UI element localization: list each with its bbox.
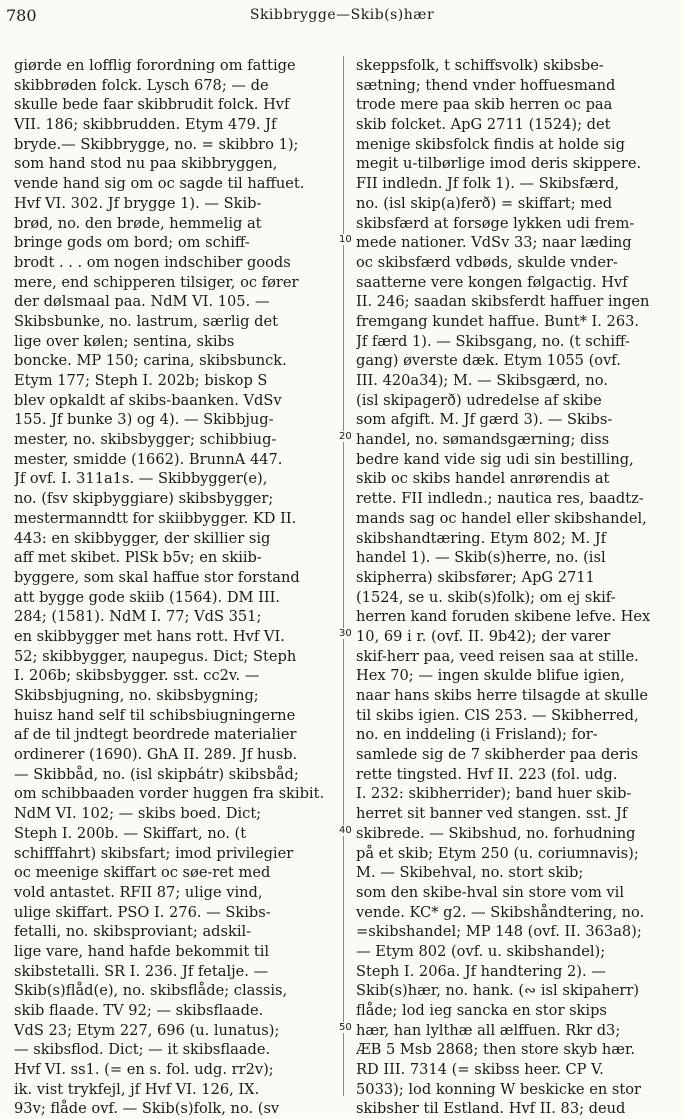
running-head: Skibbrygge—Skib(s)hær [249, 7, 435, 23]
line-number: 50 [339, 1022, 352, 1033]
text-line: NdM VI. 102; — skibs boed. Dict; [14, 805, 262, 823]
text-line: bryde.— Skibbrygge, no. = skibbro 1); [14, 135, 299, 153]
right-column [356, 56, 668, 1119]
text-line: handel 1). — Skib(s)herre, no. (isl [356, 549, 606, 567]
text-line: mere, end schipperen tilsiger, oc fører [14, 273, 299, 291]
text-line: no. en inddeling (i Frisland); for- [356, 726, 598, 744]
text-line: af de til jndtegt beordrede materialier [14, 726, 297, 744]
text-line: mester, smidde (1662). BrunnA 447. [14, 450, 283, 468]
text-line: I. 206b; skibsbygger. sst. cc2v. — [14, 667, 260, 685]
text-line: vende. KC* g2. — Skibshåndtering, no. [356, 903, 645, 921]
text-line: gang) øverste dæk. Etym 1055 (ovf. [356, 352, 621, 370]
text-line: som hand stod nu paa skibbryggen, [14, 155, 278, 173]
text-line: skibsher til Estland. Hvf II. 83; deud [356, 1100, 626, 1118]
text-line: skibbrøden folck. Lysch 678; — de [14, 76, 269, 94]
text-line: ÆB 5 Msb 2868; then store skyb hær. [356, 1041, 636, 1059]
text-line: skibshandtæring. Etym 802; M. Jf [356, 529, 607, 547]
text-line: no. (fsv skipbyggiare) skibsbygger; [14, 490, 274, 508]
text-line: ik. vist trykfejl, jf Hvf VI. 126, IX. [14, 1080, 260, 1098]
text-line: på et skib; Etym 250 (u. coriumnavis); [356, 844, 639, 862]
text-line: skibstetalli. SR I. 236. Jf fetalje. — [14, 962, 269, 980]
line-number: 30 [339, 628, 352, 639]
text-line: schifffahrt) skibsfart; imod privilegier [14, 844, 294, 862]
text-line: I. 232: skibherrider); band huer skib- [356, 785, 632, 803]
text-line: aff met skibet. PlSk b5v; en skiib- [14, 549, 262, 567]
line-number: 40 [339, 825, 352, 836]
text-line: naar hans skibs herre tilsagde at skulle [356, 687, 649, 704]
text-line: samlede sig de 7 skibherder paa deris [356, 746, 639, 764]
text-line: vende hand sig om oc sagde til haffuet. [14, 175, 305, 193]
text-line: brodt . . . om nogen indschiber goods [14, 253, 291, 271]
text-line: 93v; flåde ovf. — Skib(s)folk, no. (sv [14, 1100, 280, 1118]
text-line: der dølsmaal paa. NdM VI. 105. — [14, 293, 270, 311]
text-line: bringe gods om bord; om schiff- [14, 234, 250, 252]
text-line: skulle bede faar skibbrudit folck. Hvf [14, 96, 290, 114]
text-line: VII. 186; skibbrudden. Etym 479. Jf [14, 116, 277, 134]
text-line: FII indledn. Jf folk 1). — Skibsfærd, [356, 175, 620, 193]
text-line: 155. Jf bunke 3) og 4). — Skibbjug- [14, 411, 274, 429]
text-line: fremgang kundet haffue. Bunt* I. 263. [356, 312, 640, 330]
left-column [14, 56, 333, 1119]
text-line: lige vare, hand hafde bekommit til [14, 942, 270, 960]
text-line: 5033); lod konning W beskicke en stor [356, 1080, 641, 1098]
text-line: skib folcket. ApG 2711 (1524); det [356, 116, 611, 134]
text-line: fetalli, no. skibsproviant; adskil- [14, 923, 252, 941]
text-line: III. 420a34); M. — Skibsgærd, no. [356, 372, 608, 389]
text-line: rette. FII indledn.; nautica res, baadtz- [356, 490, 644, 508]
text-line: 284; (1581). NdM I. 77; VdS 351; [14, 608, 262, 626]
text-line: — Etym 802 (ovf. u. skibshandel); [356, 942, 606, 960]
text-line: om schibbaaden vorder huggen fra skibit. [14, 785, 325, 803]
text-line: Skibsbjugning, no. skibsbygning; [14, 687, 259, 704]
text-line: byggere, som skal haffue stor forstand [14, 568, 300, 586]
text-line: oc skibsfærd vdbøds, skulde vnder- [356, 253, 618, 271]
text-line: herren kand foruden skibene lefve. Hex [356, 608, 651, 626]
column-rule [343, 56, 344, 1096]
text-line: Steph I. 206a. Jf handtering 2). — [356, 962, 606, 980]
text-line: vold antastet. RFII 87; ulige vind, [14, 883, 263, 901]
page-number: 780 [6, 6, 37, 25]
page-header [0, 6, 684, 30]
text-line: M. — Skibehval, no. stort skib; [356, 864, 584, 882]
text-line: skibsfærd at forsøge lykken udi frem- [356, 214, 635, 232]
text-line: mands sag oc handel eller skibshandel, [356, 509, 647, 527]
text-line: (isl skipagerð) udredelse af skibe [356, 391, 602, 409]
text-line: 10, 69 i r. (ovf. II. 9b42); der varer [356, 627, 611, 645]
line-number: 10 [339, 234, 352, 245]
text-line: skif-herr paa, veed reisen saa at stille. [356, 647, 639, 665]
text-line: Jf færd 1). — Skibsgang, no. (t schiff- [356, 332, 630, 350]
text-line: som den skibe-hval sin store vom vil [356, 883, 625, 901]
text-line: blev opkaldt af skibs-baanken. VdSv [14, 391, 282, 409]
text-line: mestermanndtt for skiibbygger. KD II. [14, 509, 297, 527]
text-line: en skibbygger met hans rott. Hvf VI. [14, 627, 285, 645]
text-line: (1524, se u. skib(s)folk); om ej skif- [356, 588, 616, 606]
text-line: til skibs igien. ClS 253. — Skibherred, [356, 706, 639, 724]
text-line: lige over kølen; sentina, skibs [14, 332, 235, 350]
text-line: mester, no. skibsbygger; schibbiug- [14, 431, 277, 449]
text-line: skipherra) skibsfører; ApG 2711 [356, 568, 595, 586]
text-line: skib oc skibs handel anrørendis at [356, 470, 610, 488]
text-line: boncke. MP 150; carina, skibsbunck. [14, 352, 287, 370]
text-line: Skib(s)flåd(e), no. skibsflåde; classis, [14, 982, 288, 1000]
text-line: ulige skiffart. PSO I. 276. — Skibs- [14, 903, 271, 921]
text-line: — skibsflod. Dict; — it skibsflaade. [14, 1041, 271, 1059]
text-line: Hvf VI. ss1. (= en s. fol. udg. rr2v); [14, 1061, 274, 1079]
text-line: Skib(s)hær, no. hank. (∾ isl skipaherr) [356, 982, 640, 1000]
text-line: rette tingsted. Hvf II. 223 (fol. udg. [356, 765, 618, 783]
text-line: RD III. 7314 (= skibss heer. CP V. [356, 1061, 604, 1079]
text-line: huisz hand self til schibsbiugningerne [14, 706, 296, 724]
text-line: hær, han lylthæ all ælffuen. Rkr d3; [356, 1021, 621, 1039]
text-line: =skibshandel; MP 148 (ovf. II. 363a8); [356, 923, 642, 941]
text-line: att bygge gode skiib (1564). DM III. [14, 588, 281, 606]
text-line: — Skibbåd, no. (isl skipbátr) skibsbåd; [14, 765, 299, 783]
text-line: Etym 177; Steph I. 202b; biskop S [14, 372, 268, 389]
text-line: skibrede. — Skibshud, no. forhudning [356, 824, 636, 842]
text-line: Jf ovf. I. 311a1s. — Skibbygger(e), [14, 470, 268, 488]
text-line: 52; skibbygger, naupegus. Dict; Steph [14, 647, 297, 665]
text-line: sætning; thend vnder hoffuesmand [356, 76, 616, 94]
text-line: handel, no. sømandsgærning; diss [356, 431, 610, 449]
text-line: skeppsfolk, t schiffsvolk) skibsbe- [356, 57, 604, 74]
text-line: Skibsbunke, no. lastrum, særlig det [14, 312, 278, 330]
text-line: Hvf VI. 302. Jf brygge 1). — Skib- [14, 194, 262, 212]
text-line: saatterne vere kongen følgactig. Hvf [356, 273, 628, 291]
text-line: trode mere paa skib herren oc paa [356, 96, 613, 114]
text-line: II. 246; saadan skibsferdt haffuer ingen [356, 293, 650, 311]
text-line: megit u-tilbørlige imod deris skippere. [356, 155, 642, 173]
text-line: som afgift. M. Jf gærd 3). — Skibs- [356, 411, 613, 429]
text-line: no. (isl skip(a)ferð) = skiffart; med [356, 194, 613, 212]
text-line: bedre kand vide sig udi sin bestilling, [356, 450, 634, 468]
text-line: 443: en skibbygger, der skillier sig [14, 529, 271, 547]
text-line: Steph I. 200b. — Skiffart, no. (t [14, 824, 247, 842]
text-line: ordinerer (1690). GhA II. 289. Jf husb. [14, 746, 298, 764]
text-line: herret sit banner ved stangen. sst. Jf [356, 805, 628, 823]
text-line: brød, no. den brøde, hemmelig at [14, 214, 262, 232]
text-line: menige skibsfolck findis at holde sig [356, 135, 625, 153]
text-line: skib flaade. TV 92; — skibsflaade. [14, 1002, 264, 1019]
text-line: giørde en lofflig forordning om fattige [14, 57, 296, 74]
text-line: flåde; lod ieg sancka en stor skips [356, 1002, 607, 1019]
text-line: Hex 70; — ingen skulde blifue igien, [356, 667, 625, 685]
text-line: mede nationer. VdSv 33; naar læding [356, 234, 632, 252]
text-line: VdS 23; Etym 227, 696 (u. lunatus); [14, 1021, 280, 1039]
text-line: oc meenige skiffart oc søe-ret med [14, 864, 271, 882]
line-number: 20 [339, 431, 352, 442]
